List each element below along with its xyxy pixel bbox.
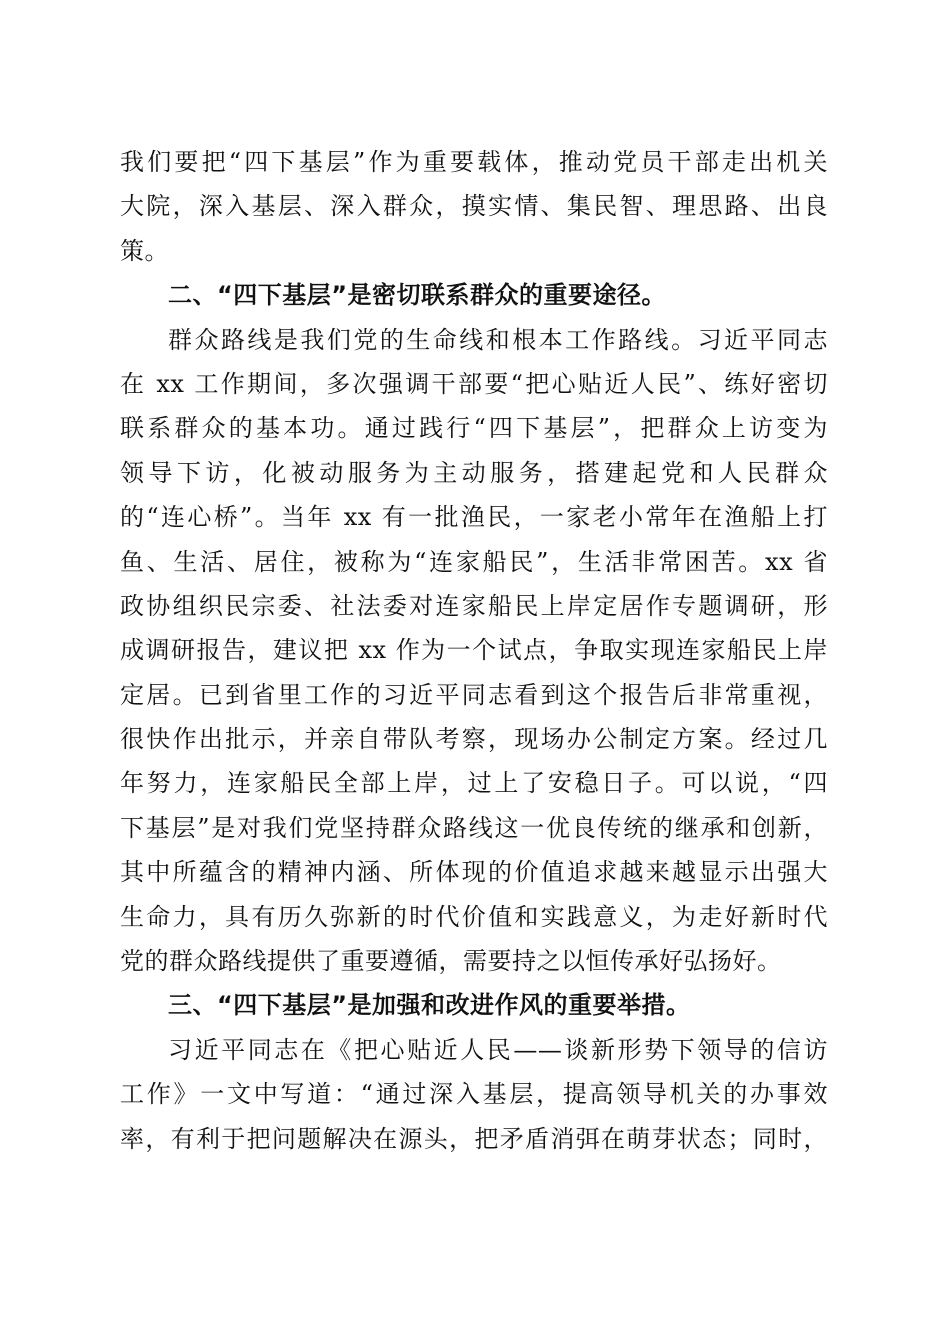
text-line: 党的群众路线提供了重要遵循，需要持之以恒传承好弘扬好。 xyxy=(120,947,782,976)
text-line: 的“连心桥”。当年 xx 有一批渔民，一家老小常年在渔船上打 xyxy=(120,503,828,532)
text-line: 领导下访，化被动服务为主动服务，搭建起党和人民群众 xyxy=(120,458,828,487)
text-line: 下基层”是对我们党坚持群众路线这一优良传统的继承和创新， xyxy=(120,813,828,842)
paragraph-3 xyxy=(120,1028,828,1161)
text-line: 群众路线是我们党的生命线和根本工作路线。习近平同志 xyxy=(168,325,828,354)
text-line: 策。 xyxy=(120,236,169,265)
section-heading-3 xyxy=(120,983,828,1027)
heading-text: 二、“四下基层”是密切联系群众的重要途径。 xyxy=(168,281,667,310)
paragraph-1 xyxy=(120,140,828,273)
text-line: 大院，深入基层、深入群众，摸实情、集民智、理思路、出良 xyxy=(120,192,828,221)
text-line: 我们要把“四下基层”作为重要载体，推动党员干部走出机关 xyxy=(120,148,828,176)
text-line: 联系群众的基本功。通过践行“四下基层”，把群众上访变为 xyxy=(120,414,828,443)
text-line: 定居。已到省里工作的习近平同志看到这个报告后非常重视， xyxy=(120,680,828,709)
text-line: 政协组织民宗委、社法委对连家船民上岸定居作专题调研，形 xyxy=(120,591,828,620)
text-line: 生命力，具有历久弥新的时代价值和实践意义，为走好新时代 xyxy=(120,902,828,931)
text-line: 年努力，连家船民全部上岸，过上了安稳日子。可以说，“四 xyxy=(120,769,828,798)
text-line: 率，有利于把问题解决在源头，把矛盾消弭在萌芽状态；同时， xyxy=(120,1124,828,1153)
document-page xyxy=(120,140,828,1161)
text-line: 鱼、生活、居住，被称为“连家船民”，生活非常困苦。xx 省 xyxy=(120,547,828,576)
heading-text: 三、“四下基层”是加强和改进作风的重要举措。 xyxy=(168,991,691,1020)
text-line: 成调研报告，建议把 xx 作为一个试点，争取实现连家船民上岸 xyxy=(120,636,828,665)
section-heading-2 xyxy=(120,273,828,317)
text-line: 习近平同志在《把心贴近人民——谈新形势下领导的信访 xyxy=(168,1035,828,1064)
paragraph-2 xyxy=(120,318,828,984)
text-line: 工作》一文中写道：“通过深入基层，提高领导机关的办事效 xyxy=(120,1080,828,1109)
text-line: 在 xx 工作期间，多次强调干部要“把心贴近人民”、练好密切 xyxy=(120,369,828,398)
text-line: 很快作出批示，并亲自带队考察，现场办公制定方案。经过几 xyxy=(120,725,828,754)
text-line: 其中所蕴含的精神内涵、所体现的价值追求越来越显示出强大 xyxy=(120,858,828,887)
